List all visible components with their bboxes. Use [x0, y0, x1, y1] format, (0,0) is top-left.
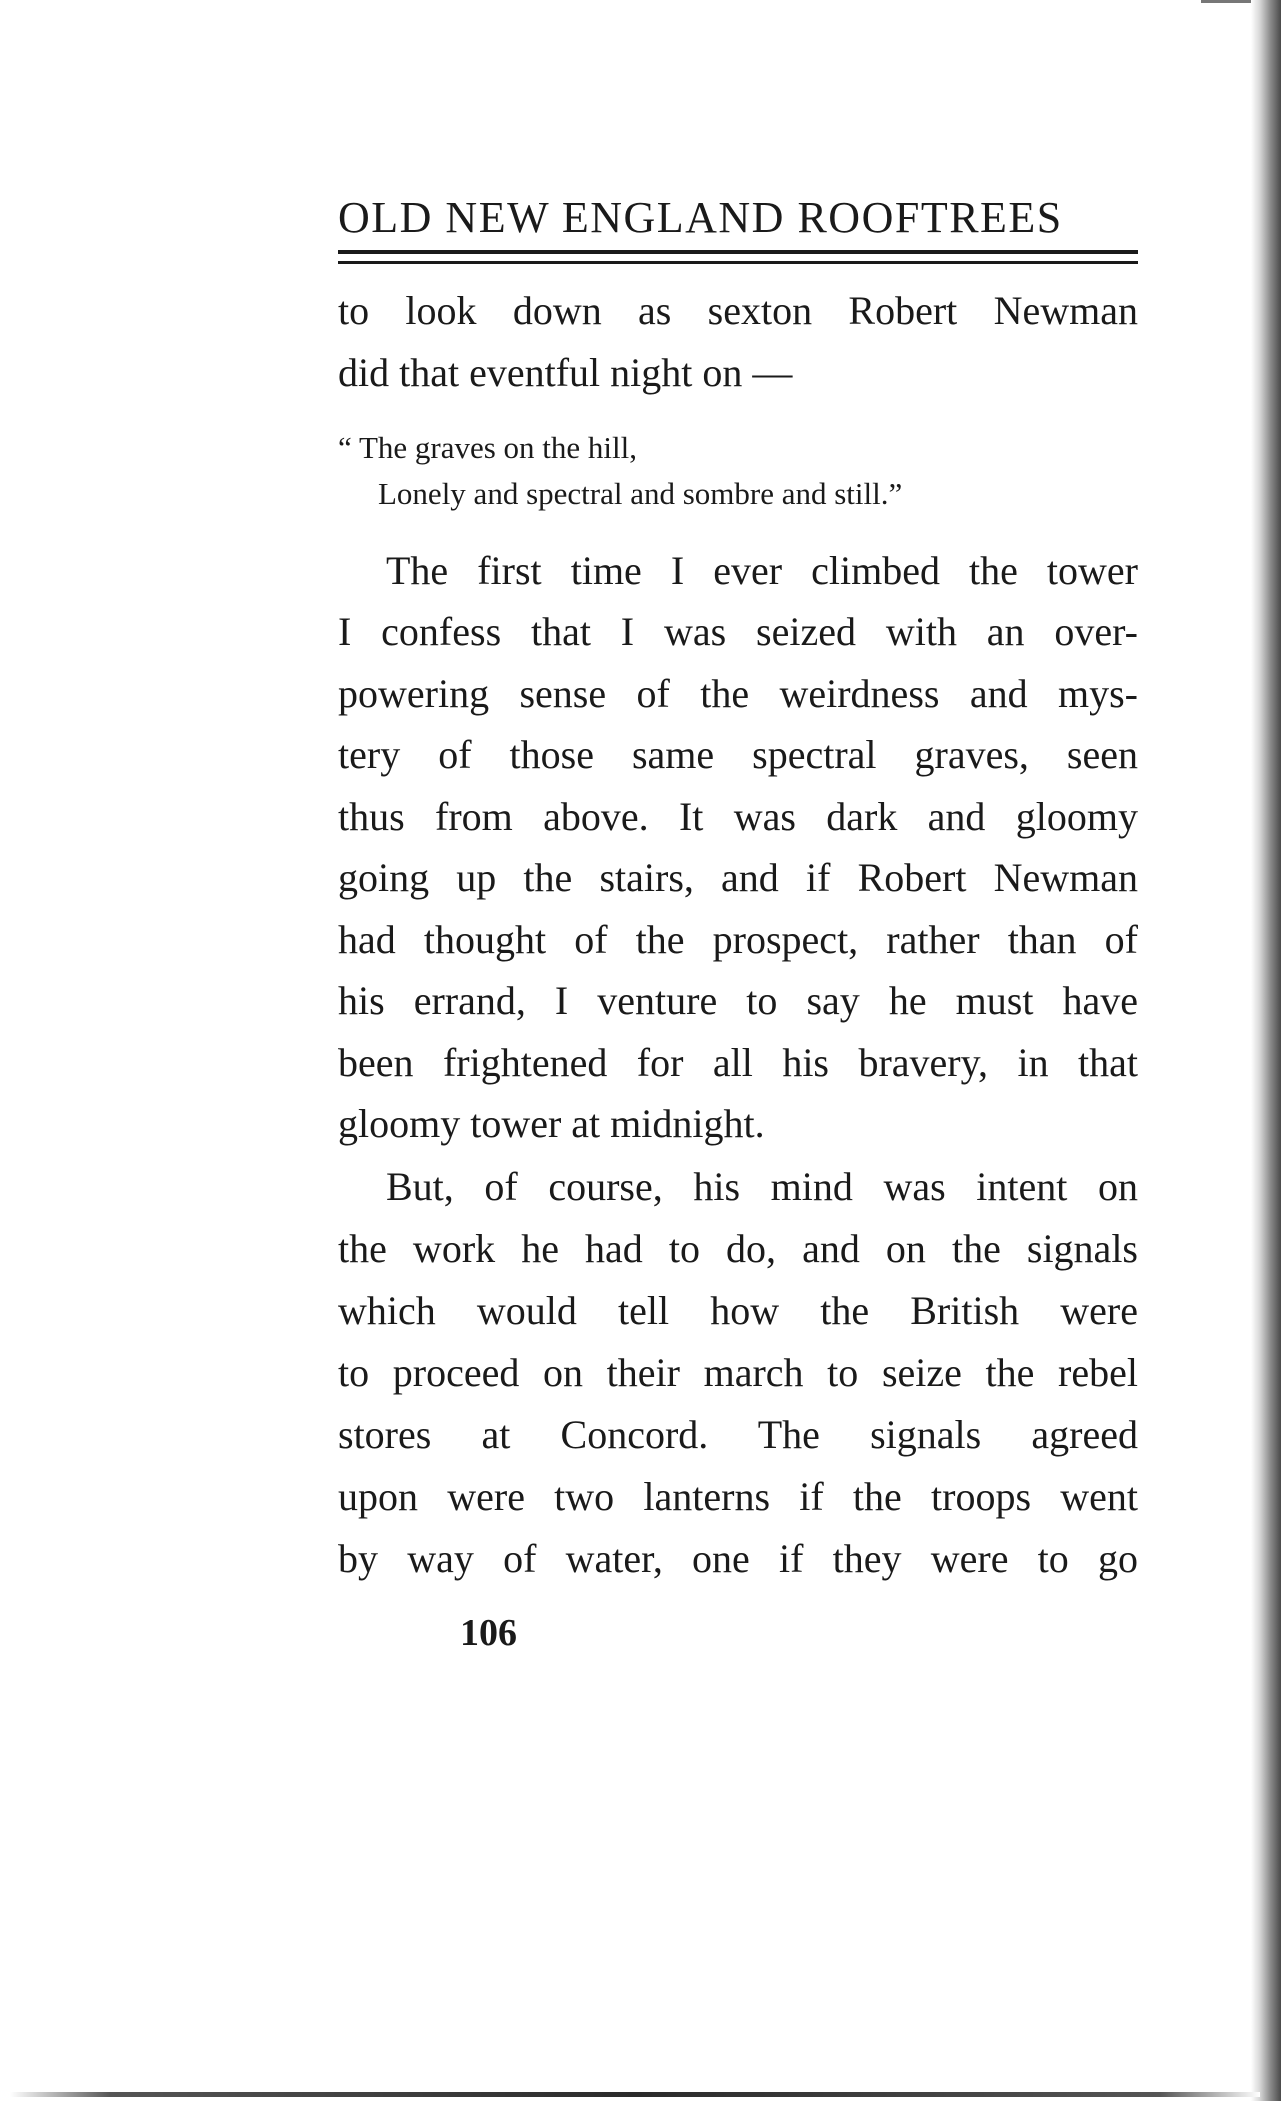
binding-shadow [1251, 0, 1281, 2101]
header-rule-upper [338, 250, 1138, 254]
body-line: going up the stairs, and if Robert Newman [338, 855, 1138, 900]
body-line: tery of those same spectral graves, seen [338, 732, 1138, 777]
body-line: had thought of the prospect, rather than of [338, 917, 1138, 962]
body-line: I confess that I was seized with an over- [338, 609, 1138, 654]
body-line: But, of course, his mind was intent on [386, 1164, 1138, 1209]
body-line: did that eventful night on — [338, 350, 793, 395]
body-line: stores at Concord. The signals agreed [338, 1412, 1138, 1457]
quote-line: Lonely and spectral and sombre and still.” [378, 476, 903, 511]
body-line: the work he had to do, and on the signals [338, 1226, 1138, 1271]
body-line: been frightened for all his bravery, in that [338, 1040, 1138, 1085]
body-line: thus from above. It was dark and gloomy [338, 794, 1138, 839]
body-line: his errand, I venture to say he must have [338, 978, 1138, 1023]
body-line: to proceed on their march to seize the rebel [338, 1350, 1138, 1395]
body-line: The first time I ever climbed the tower [386, 548, 1138, 593]
body-line: to look down as sexton Robert Newman [338, 288, 1138, 333]
page-edge-bottom [10, 2092, 1260, 2097]
body-line: gloomy tower at midnight. [338, 1101, 765, 1146]
page-number: 106 [460, 1612, 517, 1654]
header-rule-lower [338, 261, 1138, 264]
body-line: upon were two lanterns if the troops went [338, 1474, 1138, 1519]
body-line: by way of water, one if they were to go [338, 1536, 1138, 1581]
body-line: which would tell how the British were [338, 1288, 1138, 1333]
quote-line: “ The graves on the hill, [338, 430, 638, 465]
body-line: powering sense of the weirdness and mys- [338, 671, 1138, 716]
running-head: OLD NEW ENGLAND ROOFTREES [338, 193, 1063, 242]
